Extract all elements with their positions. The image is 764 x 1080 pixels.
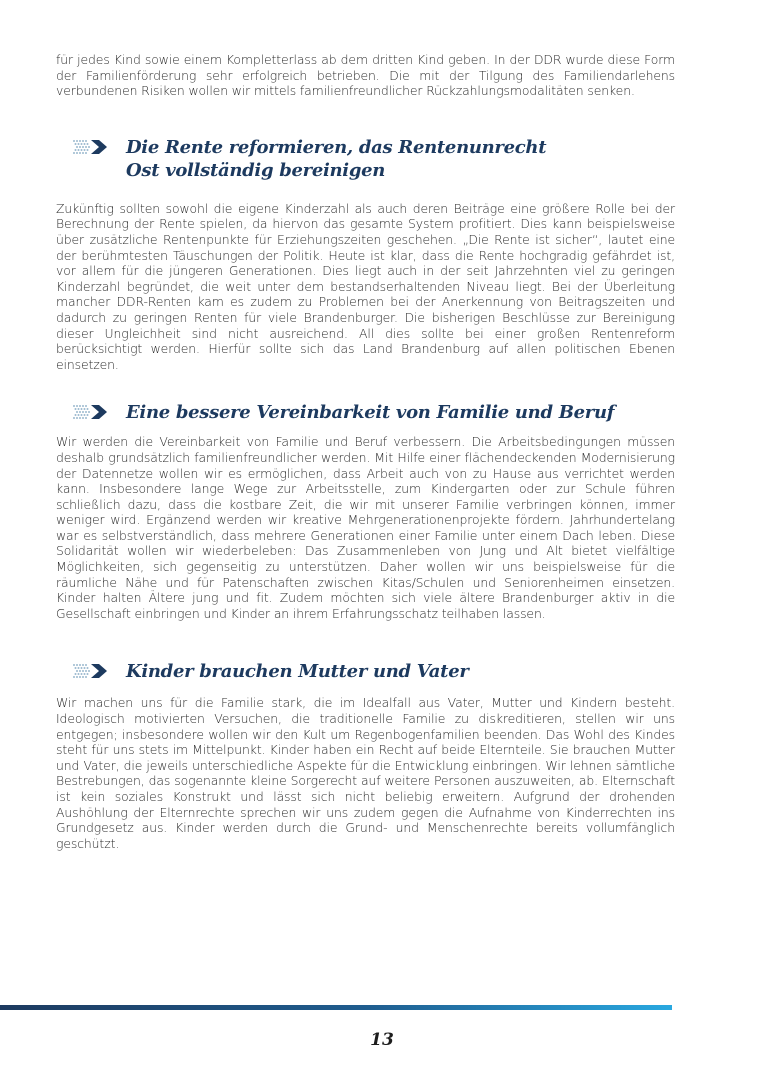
section-rente bbox=[56, 136, 675, 373]
chevron-arrow-icon bbox=[72, 663, 110, 679]
chevron-arrow-icon bbox=[72, 404, 110, 420]
section-heading bbox=[56, 401, 675, 424]
heading-text: Kinder brauchen Mutter und Vater bbox=[126, 661, 469, 683]
heading-text: Die Rente reformieren, das Rentenunrecht Ost vollständig bereinigen bbox=[126, 136, 547, 181]
section-heading bbox=[56, 660, 675, 683]
footer-gradient-bar bbox=[0, 1005, 672, 1010]
section-body: Wir werden die Vereinbarkeit von Familie und Beruf verbessern. Die Arbeitsbedingungen müssen deshalb grundsätzlich familienfreundlicher werden. Mit Hilfe einer flächendeckenden Modernisierung der Datennetze wollen wir es ermöglichen, dass Arbeit auch von zu Hause aus verrichtet werden kann. Insbesondere lange Wege zur Arbeitsstelle, zum Kindergarten oder zur Schule führen schließlich dazu, dass die kostbare Zeit, die wir mit unserer Familie verbringen können, immer weniger wird. Ergänzend werden wir kreative Mehrgenerationenprojekte fördern. Jahrhundertelang war es selbstverständlich, dass mehrere Generationen einer Familie unter einem Dach leben. Diese Solidarität wollen wir wiederbeleben: Das Zusammenleben von Jung und Alt bietet vielfältige Möglichkeiten, sich gegenseitig zu unterstützen. Daher wollen wir uns beispielsweise für die räumliche Nähe und für Patenschaften zwischen Kitas/Schulen und Seniorenheimen einsetzen. Kinder halten Ältere jung und fit. Zudem möchten sich viele ältere Brandenburger aktiv in die Gesellschaft einbringen und Kinder an ihrem Erfahrungsschatz teilhaben lassen. bbox=[56, 434, 675, 621]
section-body: Zukünftig sollten sowohl die eigene Kinderzahl als auch deren Beiträge eine größere Rolle bei der Berechnung der Rente spielen, da hiervon das gesamte System profitiert. Dies kann beispielsweise über zusätzliche Rentenpunkte für Erziehungszeiten geschehen. „Die Rente ist sicher“, lautet eine der berühmtesten Täuschungen der Politik. Heute ist klar, dass die Rente hochgradig gefährdet ist, vor allem für die jüngeren Generationen. Dies liegt auch in der seit Jahrzehnten viel zu geringen Kinderzahl begründet, die weit unter dem bestandserhaltenden Niveau liegt. Bei der Überleitung mancher DDR-Renten kam es zudem zu Problemen bei der Anerkennung von Beitragszeiten und dadurch zu geringen Renten für viele Brandenburger. Die bisherigen Beschlüsse zur Bereinigung dieser Ungleichheit sind nicht ausreichend. All dies sollte bei einer großen Rentenreform berücksichtigt werden. Hierfür sollte sich das Land Brandenburg auf allen politischen Ebenen einsetzen. bbox=[56, 200, 675, 372]
section-heading bbox=[56, 136, 675, 182]
page-number: 13 bbox=[370, 1030, 394, 1050]
chevron-arrow-icon bbox=[72, 139, 110, 155]
section-body: Wir machen uns für die Familie stark, die im Idealfall aus Vater, Mutter und Kindern besteht. Ideologisch motivierten Versuchen, die traditionelle Familie zu diskreditieren, stellen wir uns entgegen; insbesondere wollen wir den Kult um Regenbogenfamilien beenden. Das Wohl des Kindes steht für uns stets im Mittelpunkt. Kinder haben ein Recht auf beide Elternteile. Sie brauchen Mutter und Vater, die jeweils unterschiedliche Aspekte für die Entwicklung einbringen. Wir lehnen sämtliche Bestrebungen, das sogenannte kleine Sorgerecht auf weitere Personen auszuweiten, ab. Elternschaft ist kein soziales Konstrukt und lässt sich nicht beliebig erweitern. Aufgrund der drohenden Aushöhlung der Elternrechte sprechen wir uns zudem gegen die Aufnahme von Kinderrechten ins Grundgesetz aus. Kinder werden durch die Grund- und Menschenrechte bereits vollumfänglich geschützt. bbox=[56, 695, 675, 851]
section-kinder bbox=[56, 660, 675, 851]
section-vereinbarkeit bbox=[56, 401, 675, 621]
document-page bbox=[56, 52, 675, 851]
intro-paragraph: für jedes Kind sowie einem Kompletterlass ab dem dritten Kind geben. In der DDR wurde diese Form der Familienförderung sehr erfolgreich betrieben. Die mit der Tilgung des Familiendarlehens verbundenen Risiken wollen wir mittels familienfreundlicher Rückzahlungsmodalitäten senken. bbox=[56, 52, 675, 99]
heading-text: Eine bessere Vereinbarkeit von Familie und Beruf bbox=[126, 402, 615, 424]
